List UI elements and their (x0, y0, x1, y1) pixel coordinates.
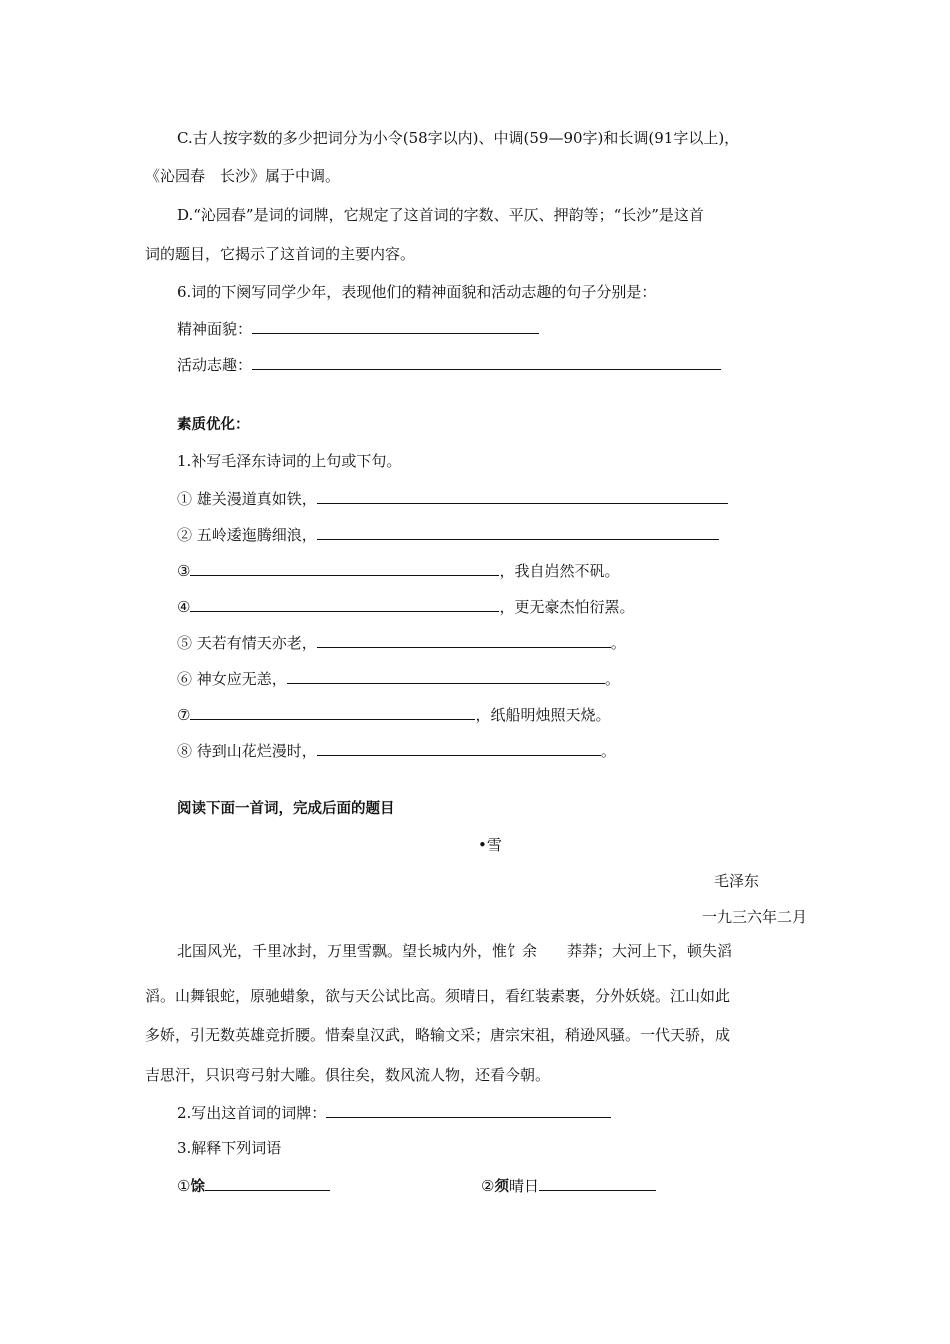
item-prompt: 五岭逶迤腾细浪， (196, 526, 317, 544)
fill-blank-2[interactable] (317, 523, 719, 540)
fill-item-5 (177, 631, 626, 653)
fill-item-7 (177, 703, 610, 725)
item-number: ③ (177, 562, 191, 580)
fill-blank-6[interactable] (287, 667, 605, 684)
term-1-answer-blank[interactable] (205, 1174, 330, 1191)
item-prompt: ，更无豪杰怕衍罴。 (499, 598, 635, 616)
poem-date: 一九三六年二月 (701, 908, 807, 926)
question-1-text: 1.补写毛泽东诗词的上句或下句。 (177, 452, 402, 470)
fill-item-1 (177, 487, 728, 509)
term-item-2 (481, 1174, 656, 1197)
section-heading-quality: 素质优化： (177, 417, 250, 433)
item-number: ⑧ (177, 742, 193, 760)
poem-author: 毛泽东 (713, 872, 759, 890)
fill-item-3 (177, 559, 619, 581)
term-word-rest: 晴日 (508, 1177, 539, 1195)
item-number: ⑤ (177, 634, 193, 652)
interest-answer-blank[interactable] (252, 353, 721, 370)
option-c-line2: 《沁园春 长沙》属于中调。 (145, 167, 341, 185)
answer-row-spirit (177, 317, 539, 339)
question-3-text: 3.解释下列词语 (177, 1139, 282, 1157)
fill-item-4 (177, 595, 634, 617)
item-end: 。 (610, 634, 626, 652)
item-prompt: 神女应无恙， (196, 670, 287, 688)
item-number: ⑥ (177, 670, 193, 688)
fill-blank-8[interactable] (317, 739, 601, 756)
item-number: ② (177, 526, 193, 544)
reading-heading: 阅读下面一首词，完成后面的题目 (177, 801, 395, 817)
item-prompt: ，我自岿然不矾。 (499, 562, 620, 580)
interest-label: 活动志趣： (177, 356, 253, 374)
poem-line-4: 吉思汗，只识弯弓射大雕。俱往矣，数风流人物，还看今朝。 (145, 1066, 551, 1084)
cipai-answer-blank[interactable] (326, 1101, 611, 1118)
term-word-bold: 须 (494, 1179, 509, 1195)
spirit-label: 精神面貌： (177, 320, 253, 338)
term-item-1 (177, 1174, 330, 1197)
item-prompt: 雄关漫道真如铁， (196, 490, 317, 508)
item-number: ① (177, 490, 193, 508)
item-prompt: 天若有情天亦老， (196, 634, 317, 652)
poem-line-1: 北国风光，千里冰封，万里雪飘。望长城内外，惟饣余 莽莽；大河上下，顿失滔 (177, 942, 733, 960)
answer-row-interest (177, 353, 721, 375)
option-d-line1: D.“沁园春”是词的词牌，它规定了这首词的字数、平仄、押韵等；“长沙”是这首 (177, 206, 704, 224)
question-2 (177, 1101, 611, 1123)
option-c-line1: C.古人按字数的多少把词分为小令(58字以内)、中调(59—90字)和长调(91字以上)， (177, 129, 740, 147)
item-number: ④ (177, 598, 191, 616)
poem-line-2: 滔。山舞银蛇，原驰蜡象，欲与天公试比高。须晴日，看红装素裹，分外妖娆。江山如此 (145, 987, 731, 1005)
fill-blank-1[interactable] (317, 487, 728, 504)
fill-blank-5[interactable] (317, 631, 611, 648)
fill-blank-3[interactable] (190, 559, 499, 576)
item-number: ⑦ (177, 706, 191, 724)
term-2-answer-blank[interactable] (539, 1174, 656, 1191)
item-prompt: 待到山花烂漫时， (196, 742, 317, 760)
item-prompt: ，纸船明烛照天烧。 (475, 706, 611, 724)
fill-item-8 (177, 739, 616, 761)
fill-blank-4[interactable] (190, 595, 499, 612)
option-d-line2: 词的题目，它揭示了这首词的主要内容。 (145, 245, 416, 263)
item-end: 。 (604, 670, 620, 688)
spirit-answer-blank[interactable] (252, 317, 539, 334)
poem-line-3: 多娇，引无数英雄竞折腰。惜秦皇汉武，略输文采；唐宗宋祖，稍逊风骚。一代天骄，成 (145, 1026, 731, 1044)
fill-item-2 (177, 523, 719, 545)
term-number: ② (481, 1177, 495, 1195)
term-word: 馀 (190, 1179, 205, 1195)
term-number: ① (177, 1177, 191, 1195)
fill-item-6 (177, 667, 620, 689)
question-6-text: 6.词的下阕写同学少年，表现他们的精神面貌和活动志趣的句子分别是： (177, 283, 657, 301)
item-end: 。 (600, 742, 616, 760)
fill-blank-7[interactable] (190, 703, 475, 720)
poem-title: •雪 (478, 836, 502, 854)
question-2-text: 2.写出这首词的词牌： (177, 1104, 327, 1122)
